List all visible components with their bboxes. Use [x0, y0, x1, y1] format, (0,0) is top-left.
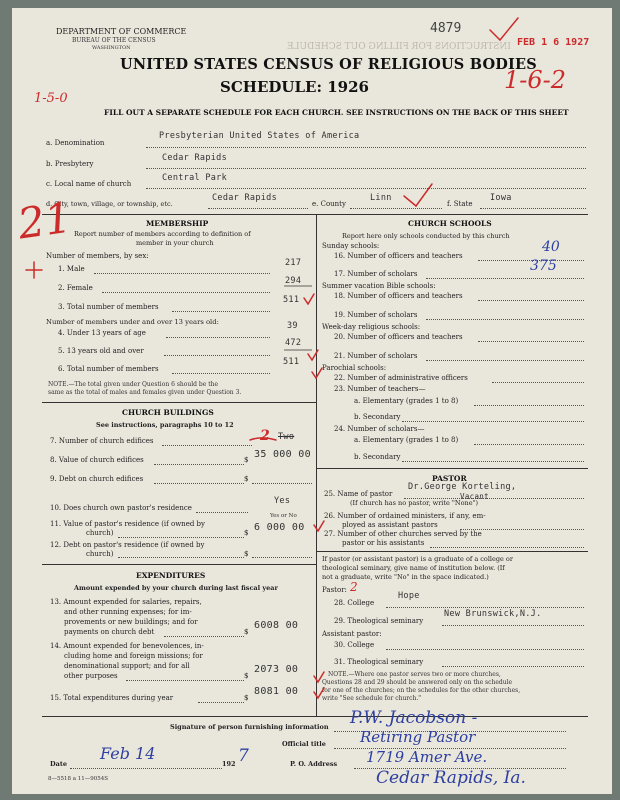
- q11-dollar-sign: $: [244, 529, 249, 537]
- city-label: d. City, town, village, or township, etc.: [46, 200, 173, 208]
- signature-value: P.W. Jacobson -: [350, 708, 478, 728]
- year-digit: 7: [238, 746, 249, 766]
- bureau-label: BUREAU OF THE CENSUS: [72, 37, 156, 44]
- date-label: Date: [50, 760, 67, 768]
- county-value: Linn: [370, 193, 392, 203]
- q8-value-label: 8. Value of church edifices: [50, 456, 144, 464]
- q15-dollar-sign: $: [244, 694, 249, 702]
- q27-label-2: pastor or his assistants: [342, 539, 425, 547]
- official-title-label: Official title: [282, 740, 326, 748]
- church-name-value: Central Park: [162, 173, 228, 183]
- graduate-instruction: If pastor (or assistant pastor) is a graduate of a college or: [322, 555, 513, 563]
- q27-label: 27. Number of other churches served by the: [324, 530, 482, 538]
- membership-subtitle-2: member in your church: [136, 239, 214, 247]
- summer-schools-label: Summer vacation Bible schools:: [322, 282, 436, 290]
- address-line-2: Cedar Rapids, Ia.: [376, 768, 526, 788]
- address-line-1: 1719 Amer Ave.: [366, 748, 488, 766]
- q14-label-2: cluding home and foreign missions; for: [64, 652, 203, 660]
- red-margin-mark: 21: [14, 192, 75, 249]
- church-name-label: c. Local name of church: [46, 180, 132, 188]
- q11-value-label-2: church): [86, 529, 114, 537]
- handwritten-note-left: 1-5-0: [34, 91, 68, 106]
- schools-subtitle: Report here only schools conducted by this church: [342, 232, 510, 240]
- q6-total-label: 6. Total number of members: [58, 365, 159, 373]
- schedule-title: SCHEDULE: 1926: [220, 78, 369, 96]
- q16-value: 40: [542, 239, 560, 255]
- q9-dollar-sign: $: [244, 475, 249, 483]
- q16-label: 16. Number of officers and teachers: [334, 252, 463, 260]
- membership-note-2: same as the total of males and females given under Question 3.: [48, 389, 242, 396]
- q29-value: New Brunswick,N.J.: [444, 609, 542, 619]
- pastor-note-3: for one of the churches; on the schedules for the other churches,: [322, 687, 521, 694]
- q10-value: Yes: [274, 496, 291, 506]
- graduate-instruction-2: theological seminary, give name of institution below. (If: [322, 564, 505, 572]
- q5-13-and-over-value: 472: [285, 338, 302, 348]
- yes-no-caption: Yes or No: [270, 513, 297, 519]
- q24a-label: a. Elementary (grades 1 to 8): [354, 436, 459, 444]
- pastor-note-2: Questions 28 and 29 should be answered only on the schedule: [322, 679, 513, 686]
- q23a-label: a. Elementary (grades 1 to 8): [354, 397, 459, 405]
- q4-under-13-label: 4. Under 13 years of age: [58, 329, 146, 337]
- q22-label: 22. Number of administrative officers: [334, 374, 468, 382]
- q14-label-4: other purposes: [64, 672, 118, 680]
- q11-value-label: 11. Value of pastor's residence (if owned by: [50, 520, 205, 528]
- members-by-sex-label: Number of members, by sex:: [46, 252, 149, 260]
- city-value: Cedar Rapids: [212, 193, 278, 203]
- weekday-schools-label: Week-day religious schools:: [322, 323, 421, 331]
- q1-male-value: 217: [285, 258, 302, 268]
- q13-label-3: provements or new buildings; and for: [64, 618, 198, 626]
- q25-note: (If church has no pastor, write "None"): [350, 499, 479, 507]
- q14-value: 2073 00: [254, 664, 299, 675]
- pastor-note: NOTE.—Where one pastor serves two or more churches,: [328, 671, 501, 678]
- q24b-label: b. Secondary: [354, 453, 401, 461]
- q11-value: 6 000 00: [254, 522, 305, 533]
- denomination-label: a. Denomination: [46, 139, 105, 147]
- q10-residence-label: 10. Does church own pastor's residence: [50, 504, 192, 512]
- red-pencil-marks: [12, 8, 612, 794]
- parochial-schools-label: Parochial schools:: [322, 364, 387, 372]
- q25-vacant-overstrike: Vacant: [460, 492, 489, 501]
- q15-value: 8081 00: [254, 686, 299, 697]
- q8-value: 35 000 00: [254, 449, 311, 460]
- expenditures-subtitle: Amount expended by your church during last fiscal year: [74, 584, 278, 592]
- q17-label: 17. Number of scholars: [334, 270, 418, 278]
- q12-debt-label: 12. Debt on pastor's residence (if owned by: [50, 541, 205, 549]
- department-label: DEPARTMENT OF COMMERCE: [56, 27, 187, 36]
- q28-value: Hope: [398, 591, 420, 601]
- q18-label: 18. Number of officers and teachers: [334, 292, 463, 300]
- q2-female-label: 2. Female: [58, 284, 93, 292]
- date-value: Feb 14: [100, 744, 156, 763]
- county-label: e. County: [312, 200, 346, 208]
- q4-under-13-value: 39: [287, 321, 298, 331]
- q12-debt-label-2: church): [86, 550, 114, 558]
- signature-label: Signature of person furnishing information: [170, 723, 329, 731]
- membership-heading: MEMBERSHIP: [146, 219, 209, 228]
- q21-label: 21. Number of scholars: [334, 352, 418, 360]
- q17-value: 375: [530, 258, 557, 274]
- census-schedule-sheet: [12, 8, 612, 794]
- q24-label: 24. Number of scholars—: [334, 425, 425, 433]
- q13-value: 6008 00: [254, 620, 299, 631]
- state-label: f. State: [447, 200, 473, 208]
- q9-debt-label: 9. Debt on church edifices: [50, 475, 144, 483]
- bleed-through-text: INSTRUCTIONS FOR FILLING OUT SCHEDULE: [287, 42, 511, 52]
- q14-label-1: 14. Amount expended for benevolences, in-: [50, 642, 204, 650]
- q3-total-label: 3. Total number of members: [58, 303, 159, 311]
- q26-label-2: ployed as assistant pastors: [342, 521, 438, 529]
- q23-label: 23. Number of teachers—: [334, 385, 426, 393]
- q5-13-and-over-label: 5. 13 years old and over: [58, 347, 144, 355]
- assistant-pastor-label: Assistant pastor:: [322, 630, 382, 638]
- q20-label: 20. Number of officers and teachers: [334, 333, 463, 341]
- q7-edifices-value: 2: [260, 428, 270, 444]
- q12-dollar-sign: $: [244, 550, 249, 558]
- form-instruction: FILL OUT A SEPARATE SCHEDULE FOR EACH CHURCH. SEE INSTRUCTIONS ON THE BACK OF THIS SHEET: [104, 108, 569, 117]
- q13-label-1: 13. Amount expended for salaries, repairs,: [50, 598, 202, 606]
- q13-label-4: payments on church debt: [64, 628, 155, 636]
- q31-label: 31. Theological seminary: [334, 658, 424, 666]
- q14-dollar-sign: $: [244, 672, 249, 680]
- expenditures-heading: EXPENDITURES: [136, 571, 206, 580]
- city-label: WASHINGTON: [92, 45, 131, 51]
- membership-subtitle: Report number of members according to definition of: [74, 230, 251, 238]
- year-prefix: 192: [222, 760, 236, 768]
- q25-value: Dr.George Korteling,: [408, 482, 517, 492]
- pastor-count-mark: 2: [350, 580, 358, 594]
- q30-label: 30. College: [334, 641, 375, 649]
- q3-total-value: 511: [283, 295, 300, 305]
- q29-label: 29. Theological seminary: [334, 617, 424, 625]
- q23b-label: b. Secondary: [354, 413, 401, 421]
- q13-dollar-sign: $: [244, 628, 249, 636]
- q7-edifices-label: 7. Number of church edifices: [50, 437, 154, 445]
- buildings-heading: CHURCH BUILDINGS: [122, 408, 214, 417]
- received-date-stamp: FEB 1 6 1927: [517, 37, 590, 48]
- denomination-value: Presbyterian United States of America: [159, 131, 360, 141]
- q28-label: 28. College: [334, 599, 375, 607]
- graduate-instruction-3: not a graduate, write "No" in the space indicated.): [322, 573, 489, 581]
- q25-label: 25. Name of pastor: [324, 490, 393, 498]
- handwritten-note-right: 1-6-2: [504, 66, 567, 94]
- q19-label: 19. Number of scholars: [334, 311, 418, 319]
- q2-female-value: 294: [285, 276, 302, 286]
- presbytery-value: Cedar Rapids: [162, 153, 228, 163]
- official-title-value: Retiring Pastor: [360, 728, 476, 746]
- po-address-label: P. O. Address: [290, 760, 338, 768]
- schools-heading: CHURCH SCHOOLS: [408, 219, 492, 228]
- sunday-schools-label: Sunday schools:: [322, 242, 380, 250]
- state-value: Iowa: [490, 193, 512, 203]
- pastor-heading: PASTOR: [432, 474, 467, 483]
- buildings-subtitle: See instructions, paragraphs 10 to 12: [96, 421, 234, 429]
- members-by-age-label: Number of members under and over 13 years old:: [46, 318, 219, 326]
- presbytery-label: b. Presbytery: [46, 160, 94, 168]
- q1-male-label: 1. Male: [58, 265, 85, 273]
- print-code: 8—5518 a 11—9054S: [48, 776, 109, 782]
- q8-dollar-sign: $: [244, 456, 249, 464]
- q7-struck-value: Two: [278, 432, 295, 442]
- q6-total-value: 511: [283, 357, 300, 367]
- form-title: UNITED STATES CENSUS OF RELIGIOUS BODIES: [120, 56, 537, 73]
- pastor-subsection-label: Pastor:: [322, 586, 347, 594]
- q15-total-label: 15. Total expenditures during year: [50, 694, 174, 702]
- q14-label-3: denominational support; and for all: [64, 662, 190, 670]
- pastor-note-4: write "See schedule for church.": [322, 695, 422, 702]
- q13-label-2: and other running expenses; for im-: [64, 608, 192, 616]
- membership-note: NOTE.—The total given under Question 6 should be the: [48, 381, 219, 388]
- q26-label: 26. Number of ordained ministers, if any, em-: [324, 512, 486, 520]
- form-number: 4879: [430, 21, 462, 36]
